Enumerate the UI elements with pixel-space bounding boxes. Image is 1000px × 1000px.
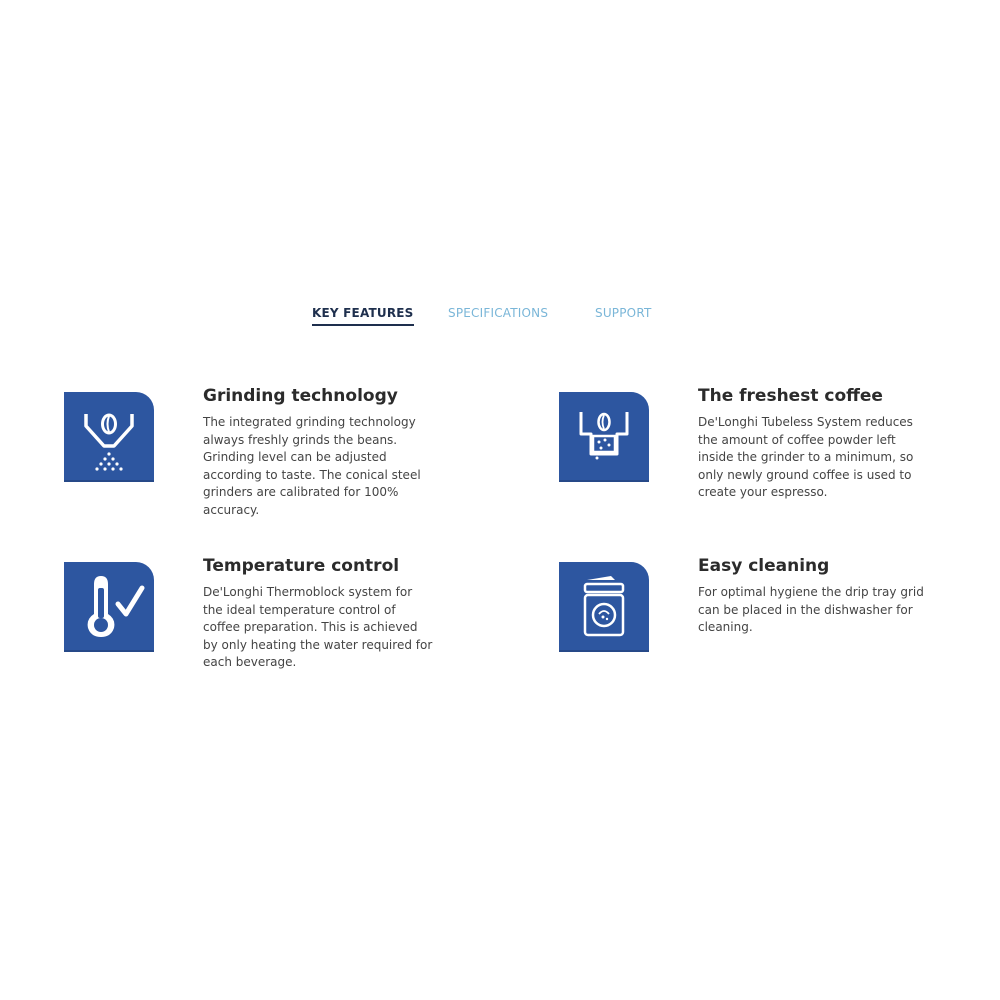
feature-temperature-control [64, 556, 524, 702]
feature-title: Easy cleaning [698, 556, 830, 576]
feature-freshest-coffee [559, 386, 1000, 532]
feature-easy-cleaning [559, 556, 1000, 702]
fresh-coffee-icon [559, 392, 649, 482]
dishwasher-icon [559, 562, 649, 652]
thermometer-check-icon [64, 562, 154, 652]
tab-support[interactable]: SUPPORT [595, 306, 652, 320]
feature-title: The freshest coffee [698, 386, 883, 406]
feature-grinding-technology [64, 386, 524, 532]
tab-bar [0, 306, 1000, 330]
feature-description: For optimal hygiene the drip tray grid can be placed in the dishwasher for cleaning. [698, 585, 924, 634]
grinder-icon [64, 392, 154, 482]
feature-title: Temperature control [203, 556, 400, 576]
feature-title: Grinding technology [203, 386, 398, 406]
tab-key-features[interactable]: KEY FEATURES [312, 306, 414, 326]
feature-description: The integrated grinding technology always freshly grinds the beans. Grinding level can be adjusted according to taste. The conical steel grinders are calibrated for 100% accuracy. [203, 415, 421, 517]
tab-specifications[interactable]: SPECIFICATIONS [448, 306, 549, 320]
feature-description: De'Longhi Tubeless System reduces the amount of coffee powder left inside the grinder to a minimum, so only newly ground coffee is used to create your espresso. [698, 415, 914, 499]
feature-description: De'Longhi Thermoblock system for the ideal temperature control of coffee preparation. This is achieved by only heating the water required for each beverage. [203, 585, 433, 669]
